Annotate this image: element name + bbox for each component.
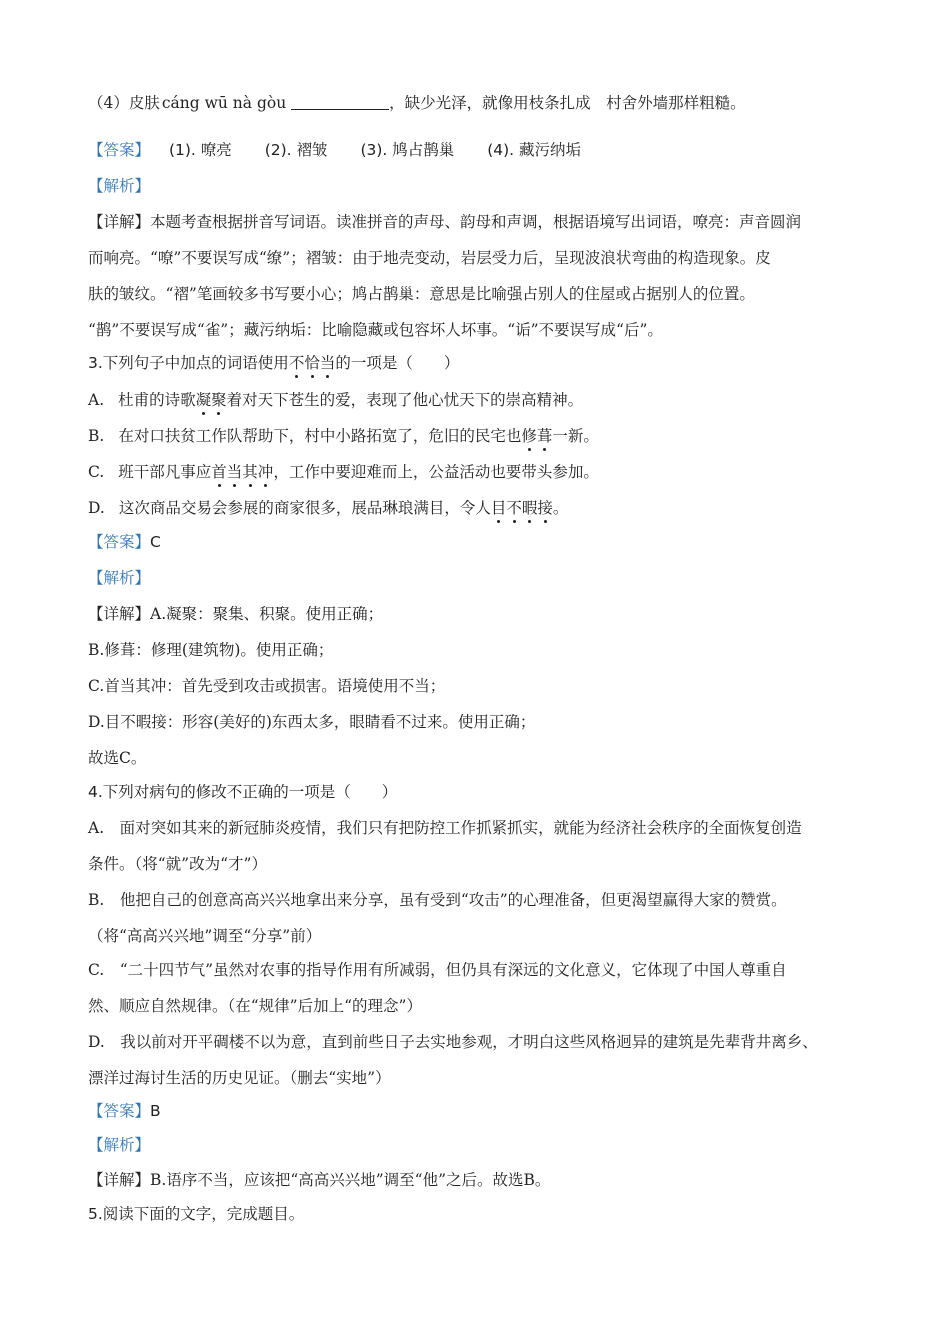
q3-option-c-after: ，工作中要迎难而上，公益活动也要带头参加。 [273,463,599,481]
q3-analysis-line [88,567,890,589]
q2-answer-item-1: (1). 嘹亮 [168,141,232,159]
q3-option-d-dotted-1: 目 [490,499,507,517]
q3-stem-before: 下列句子中加点的词语使用 [102,354,289,372]
q3-number: 3. [88,354,103,372]
q3-option-c-dotted-1: 首 [211,463,227,481]
q4-answer-line [88,1100,890,1122]
q2-detail-line-3 [88,283,890,305]
q2-detail-text-1: 本题考查根据拼音写词语。读准拼音的声母、韵母和声调，根据语境写出词语，嘹亮：声音圆润 [150,213,802,231]
q4-stem: 下列对病句的修改不正确的一项是（ ） [102,783,398,801]
q4-detail-text: B.语序不当，应该把“高高兴兴地”调至“他”之后。故选B。 [150,1171,551,1189]
q2-answer-line [88,139,890,161]
q3-option-c-dotted-4: 冲 [257,463,274,481]
q3-option-c [88,461,890,483]
q4-number: 4. [88,783,103,801]
q2-item4-blank [291,95,389,110]
q2-detail-line-1 [88,211,890,233]
q3-detail-text-3: C.首当其冲：首先受到攻击或损害。语境使用不当； [88,677,446,695]
q3-option-d-before: 这次商品交易会参展的商家很多，展品琳琅满目，令人 [118,499,491,517]
q3-analysis-tag: 【解析】 [88,569,151,587]
q2-detail-line-2 [88,247,890,269]
q3-stem-dotted-3: 当 [319,354,336,372]
q3-detail-tag: 【详解】 [88,605,151,623]
q3-option-a-dotted-1: 凝 [195,391,212,409]
q3-option-c-label: C. [88,463,105,481]
q3-detail-line-3 [88,675,890,697]
q3-stem-dotted-2: 恰 [304,354,320,372]
q3-answer-value: C [150,533,161,551]
q4-option-line-1 [88,817,890,839]
q5-stem-line [88,1203,890,1225]
q3-option-b-label: B. [88,427,105,445]
q3-option-d [88,497,890,519]
q3-option-c-dotted-3: 其 [242,463,258,481]
q2-detail-text-4: “鹊”不要误写成“雀”；藏污纳垢：比喻隐藏或包容坏人坏事。“诟”不要误写成“后”。 [88,321,663,339]
q3-detail-line-1 [88,603,890,625]
q3-option-a-label: A. [88,391,105,409]
q4-option-text-3: B. 他把自己的创意高高兴兴地拿出来分享，虽有受到“攻击”的心理准备，但更渴望赢得大家的赞赏。 [88,891,787,909]
q4-option-text-4: （将“高高兴兴地”调至“分享”前） [88,927,322,945]
q2-analysis-line [88,175,890,197]
q4-option-line-6 [88,995,890,1017]
q4-detail-line [88,1169,890,1191]
q4-answer-tag: 【答案】 [88,1102,151,1120]
q3-stem-dotted-1: 不 [288,354,305,372]
q3-option-d-after: 。 [552,499,569,517]
q4-option-line-3 [88,889,890,911]
q2-detail-text-2: 而响亮。“嘹”不要误写成“缭”；褶皱：由于地壳变动，岩层受力后，呈现波浪状弯曲的构造现象。皮 [88,249,771,267]
q3-detail-text-4: D.目不暇接：形容(美好的)东西太多，眼睛看不过来。使用正确； [88,713,536,731]
q4-option-line-8 [88,1067,890,1089]
q4-option-line-2 [88,853,890,875]
q4-option-line-5 [88,959,890,981]
q2-item4-after-blank: ，缺少光泽，就像用枝条扎成 村舍外墙那样粗糙。 [389,94,746,112]
q4-option-text-7: D. 我以前对开平碉楼不以为意，直到前些日子去实地参观，才明白这些风格迥异的建筑是先辈背井离乡、 [88,1033,818,1051]
q4-option-text-1: A. 面对突如其来的新冠肺炎疫情，我们只有把防控工作抓紧抓实，就能为经济社会秩序的全面恢复创造 [88,819,802,837]
q3-answer-line [88,531,890,553]
q3-detail-line-5 [88,747,890,769]
q2-answer-tag: 【答案】 [88,141,151,159]
q2-item4-line [88,92,890,114]
q3-option-c-dotted-2: 当 [226,463,243,481]
q2-answer-item-4: (4). 藏污纳垢 [487,141,582,159]
q2-detail-text-3: 肤的皱纹。“褶”笔画较多书写要小心；鸠占鹊巢：意思是比喻强占别人的住屋或占据别人的位置。 [88,285,755,303]
q5-number: 5. [88,1205,103,1223]
q2-detail-tag: 【详解】 [88,213,151,231]
q4-option-text-8: 漂洋过海讨生活的历史见证。（删去“实地”） [88,1069,391,1087]
q3-detail-text-2: B.修葺：修理(建筑物)。使用正确； [88,641,334,659]
q3-option-a-before: 杜甫的诗歌 [118,391,196,409]
q3-option-d-dotted-2: 不 [506,499,522,517]
q4-option-line-4 [88,925,890,947]
q3-option-b-before: 在对口扶贫工作队帮助下，村中小路拓宽了，危旧的民宅也 [118,427,522,445]
q3-detail-line-4 [88,711,890,733]
q4-stem-line [88,781,890,803]
q5-stem: 阅读下面的文字，完成题目。 [102,1205,305,1223]
q3-option-d-dotted-3: 暇 [521,499,538,517]
q3-option-c-before: 班干部凡事应 [118,463,212,481]
q2-item4-prefix: （4）皮肤 [88,94,160,112]
q4-option-text-2: 条件。（将“就”改为“才”） [88,855,267,873]
q4-option-text-6: 然、顺应自然规律。（在“规律”后加上“的理念”） [88,997,422,1015]
q3-option-a [88,389,890,411]
q4-option-line-7 [88,1031,890,1053]
q3-option-b-dotted-2: 葺 [536,427,553,445]
q4-analysis-line [88,1134,890,1156]
q2-detail-line-4 [88,319,890,341]
q2-analysis-tag: 【解析】 [88,177,151,195]
q3-stem-after: 的一项是（ ） [335,354,460,372]
q3-option-d-label: D. [88,499,105,517]
q3-detail-line-2 [88,639,890,661]
q3-answer-tag: 【答案】 [88,533,151,551]
q3-option-d-dotted-4: 接 [537,499,553,517]
q3-detail-text-1: A.凝聚：聚集、积聚。使用正确； [150,605,384,623]
q3-option-a-dotted-2: 聚 [211,391,227,409]
q3-option-a-after: 着对天下苍生的爱，表现了他心忧天下的崇高精神。 [226,391,584,409]
q3-option-b-dotted-1: 修 [521,427,537,445]
q3-option-b [88,425,890,447]
q4-analysis-tag: 【解析】 [88,1136,151,1154]
q4-detail-tag: 【详解】 [88,1171,151,1189]
q4-option-text-5: C. “二十四节气”虽然对农事的指导作用有所减弱，但仍具有深远的文化意义，它体现了中国人尊重自 [88,961,787,979]
q3-stem-line [88,352,890,374]
q2-item4-pinyin: cáng wū nà gòu [161,94,287,112]
q2-answer-item-3: (3). 鸠占鹊巢 [360,141,455,159]
q3-option-b-after: 一新。 [552,427,599,445]
q4-answer-value: B [150,1102,161,1120]
q3-detail-text-5: 故选C。 [88,749,147,767]
q2-answer-item-2: (2). 褶皱 [264,141,328,159]
